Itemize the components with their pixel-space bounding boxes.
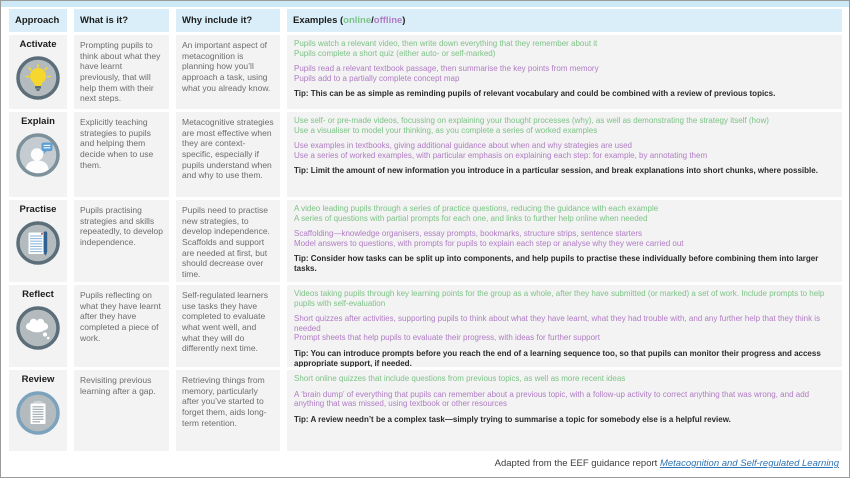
offline-example: Scaffolding—knowledge organisers, essay prompts, bookmarks, structure strips, sentence starters [294,229,643,239]
approach-cell-activate [9,35,67,109]
approaches-table [1,7,849,451]
why-cell: Pupils need to practise new strategies, to develop independence. Scaffolds and support are needed at first, but should decrease over time. [176,200,280,282]
examples-cell [287,200,842,282]
column-header-why: Why include it? [176,9,280,32]
what-cell: Explicitly teaching strategies to pupils and helping them decide when to use them. [74,112,169,197]
offline-example: A ‘brain dump’ of everything that pupils can remember about a previous topic, with a follow-up activity to correct anything that was wrong, and add anything that was missed, using textbook or other resources [294,389,810,409]
online-example: Use self- or pre-made videos, focussing on explaining your thought processes (why), as well as demonstrating the strategy itself (how) [294,116,769,125]
online-example: A video leading pupils through a series of practice questions, reducing the guidance with each example [294,204,659,213]
online-legend: online [343,15,372,26]
online-example: A series of questions with partial prompts for each one, and links to further help online when needed [294,213,648,223]
column-header-approach: Approach [9,9,67,32]
approach-cell-review [9,370,67,451]
what-cell: Pupils practising strategies and skills repeatedly, to develop independence. [74,200,169,282]
lightbulb-icon [15,55,61,101]
approach-cell-explain [9,112,67,197]
online-example: Videos taking pupils through key learning points for the group as a whole, after they have submitted (or marked) a set of work. Include prompts to help pupils with self-evaluation [294,289,825,308]
what-cell: Revisiting previous learning after a gap. [74,370,169,451]
column-header-what: What is it? [74,9,169,32]
tip-text: Tip: A review needn’t be a complex task—simply trying to summarise a topic for somebody else is a helpful review. [294,414,731,424]
what-cell: Pupils reflecting on what they have learnt after they have completed a piece of work. [74,285,169,367]
online-example: Short online quizzes that include questions from previous topics, as well as more recent ideas [294,374,626,383]
examples-separator: / [371,15,374,26]
approach-label: Review [21,374,55,385]
offline-example: Use a series of worked examples, with particular emphasis on explaining each step: for example, by annotating them [294,150,708,160]
attribution-text: Adapted from the EEF guidance report [494,458,658,469]
attribution-footer [1,451,849,469]
examples-label-close: ) [402,15,406,26]
why-cell: Self-regulated learners use tasks they have completed to evaluate what went well, and what they will do differently next time. [176,285,280,367]
approach-label: Explain [21,116,55,127]
person-speech-bubble-icon [15,132,61,178]
offline-example: Model answers to questions, with prompts for pupils to explain each step or analyse why they were carried out [294,238,684,248]
approach-cell-practise [9,200,67,282]
why-cell: An important aspect of metacognition is planning how you’ll approach a task, using what you already know. [176,35,280,109]
approach-label: Practise [19,204,57,215]
examples-cell [287,35,842,109]
offline-legend: offline [373,15,403,26]
tip-text: Tip: You can introduce prompts before you reach the end of a learning sequence too, so that pupils can monitor their progress and access appropriate support, if needed. [294,348,821,367]
what-cell: Prompting pupils to think about what they have learnt previously, that will help them with their next steps. [74,35,169,109]
column-header-examples [287,9,842,32]
offline-example: Short quizzes after activities, supporting pupils to think about what they have learnt, what they had trouble with, and any further help that they think is needed [294,314,821,333]
document-list-icon [15,390,61,436]
examples-label: Examples ( [293,15,344,26]
guidance-report-link[interactable]: Metacognition and Self-regulated Learning [659,458,839,469]
approach-label: Activate [19,39,57,50]
online-example: Pupils watch a relevant video, then write down everything that they remember about it [294,39,598,48]
tip-text: Tip: This can be as simple as reminding pupils of relevant vocabulary and could be combined with a review of previous topics. [294,89,776,99]
offline-example: Prompt sheets that help pupils to evaluate their progress, with ideas for further support [294,333,600,343]
examples-cell [287,370,842,451]
thought-cloud-icon [15,305,61,351]
offline-example: Use examples in textbooks, giving additional guidance about when and why strategies are used [294,141,632,151]
offline-example: Pupils read a relevant textbook passage, then summarise the key points from memory [294,64,599,74]
why-cell: Metacognitive strategies are most effective when they are context-specific, especially if pupils understand when and why to use them. [176,112,280,197]
examples-cell [287,285,842,367]
tip-text: Tip: Limit the amount of new information you introduce in a particular session, and break explanations into short chunks, where possible. [294,166,818,176]
why-cell: Retrieving things from memory, particularly after you’ve started to forget them, aids long-term retention. [176,370,280,451]
online-example: Pupils complete a short quiz (either auto- or self-marked) [294,48,496,58]
examples-cell [287,112,842,197]
offline-example: Pupils add to a partially complete concept map [294,73,460,83]
tip-text: Tip: Consider how tasks can be split up into components, and help pupils to practise these individually before combining them into larger tasks. [294,254,819,273]
notepad-pen-icon [15,220,61,266]
approach-cell-reflect [9,285,67,367]
online-example: Use a visualiser to model your thinking, as you complete a series of worked examples [294,125,598,135]
approach-label: Reflect [22,289,54,300]
